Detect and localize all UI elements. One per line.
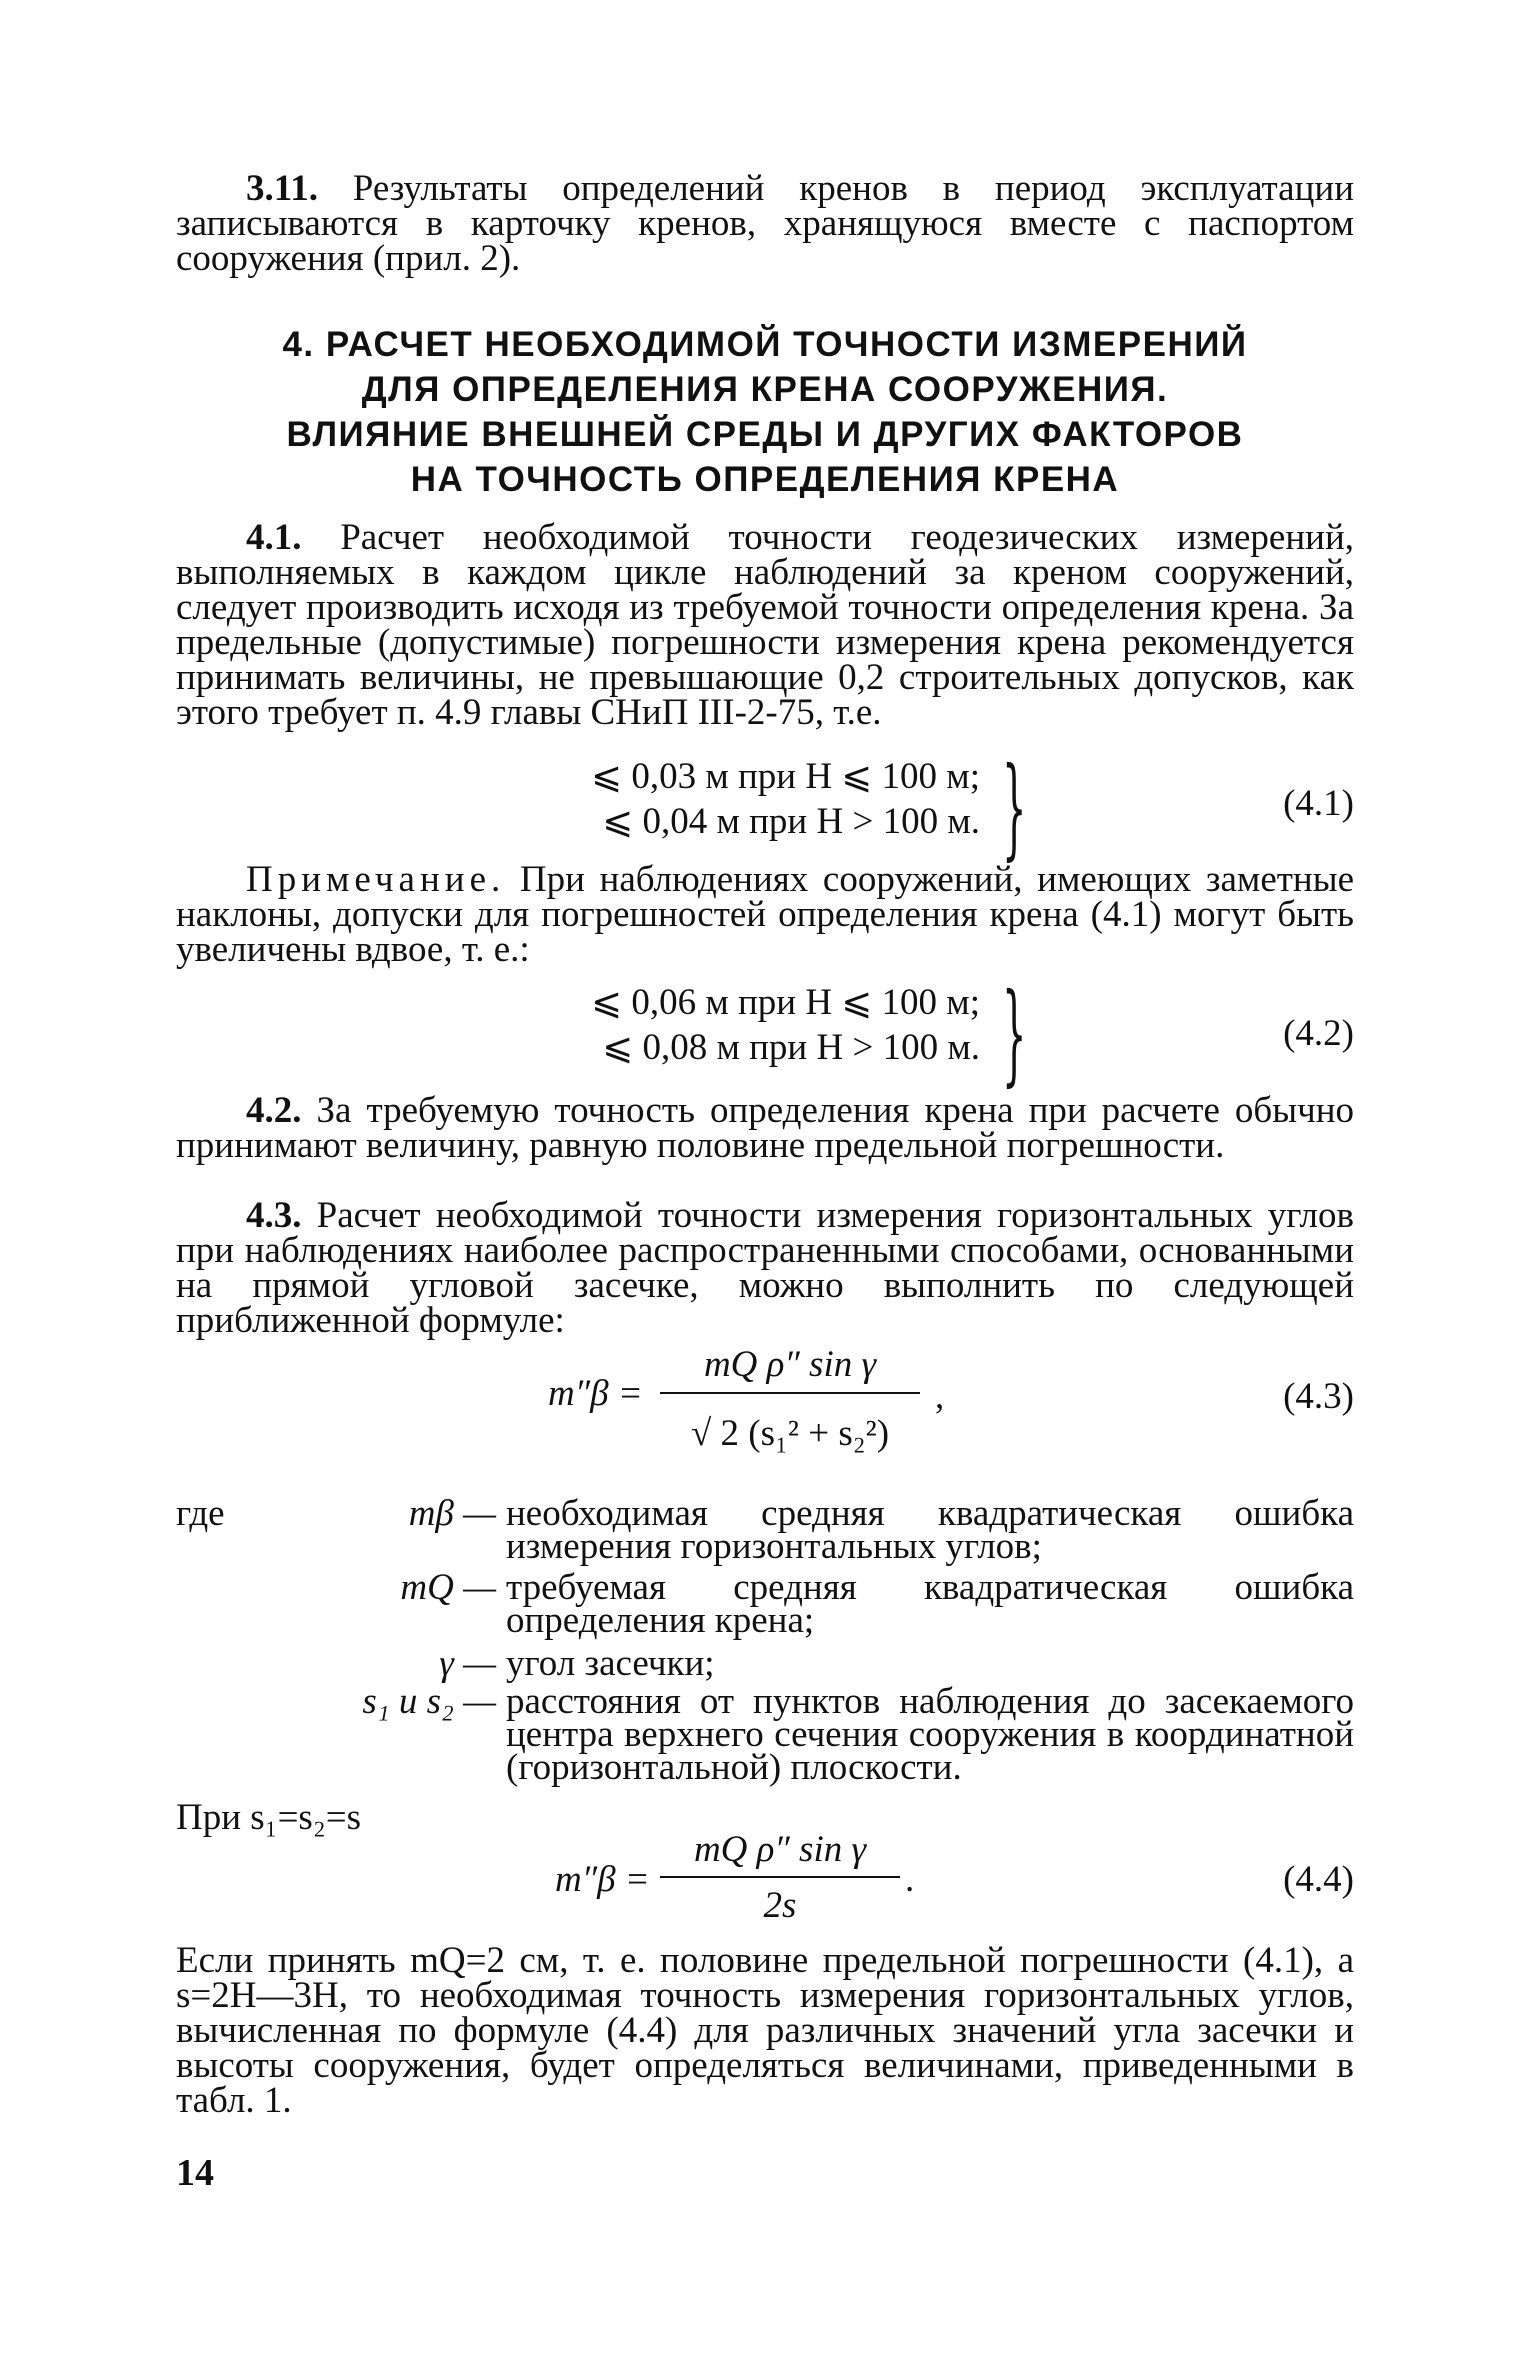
formula-4-1 [520, 754, 980, 844]
definition-text: расстояния от пунктов наблюдения до засекаемого центра верхнего сечения сооружения в координатной (горизонтальной) плоскости. [506, 1681, 1354, 1788]
paragraph-number: 3.11. [246, 168, 318, 209]
note-label: Примечание. [246, 859, 506, 900]
paragraph-3-11 [176, 168, 1354, 279]
formula-4-4-lhs: m″β = [555, 1859, 650, 1900]
definition-text: угол засечки; [506, 1643, 715, 1684]
equation-number: (4.4) [1283, 1859, 1354, 1900]
formula-dot: . [905, 1859, 915, 1900]
heading-line: НА ТОЧНОСТЬ ОПРЕДЕЛЕНИЯ КРЕНА [410, 460, 1120, 499]
definition-symbol: s₁ и s₂ — [362, 1681, 496, 1722]
equation-number: (4.3) [1283, 1376, 1354, 1417]
paragraph-text: Расчет необходимой точности геодезических измерений, выполняемых в каждом цикле наблюдений за креном сооружений, следует производить исходя из требуемой точности определения крена. За предельные (допустимые) погрешности измерения крена рекомендуется принимать величины, не превышающие 0,2 строительных допусков, как этого требует п. 4.9 главы СНиП III-2-75, т.е. [176, 517, 1354, 733]
right-brace: } [1002, 969, 1027, 1097]
heading-line: ВЛИЯНИЕ ВНЕШНЕЙ СРЕДЫ И ДРУГИХ ФАКТОРОВ [286, 415, 1244, 454]
paragraph-number: 4.2. [246, 1090, 302, 1131]
paragraph-number: 4.1. [246, 517, 302, 558]
section-heading [176, 322, 1354, 502]
definition-symbol: mβ — [408, 1493, 496, 1534]
formula-4-4-numerator: mQ ρ″ sin γ [693, 1829, 867, 1870]
equation-number: (4.1) [1283, 783, 1354, 824]
formula-line: ⩽ 0,03 м при H ⩽ 100 м; [591, 756, 980, 797]
where-label: где [176, 1493, 225, 1534]
paragraph-text: За требуемую точность определения крена при расчете обычно принимают величину, равную половине предельной погрешности. [176, 1090, 1354, 1166]
equation-number: (4.2) [1283, 1013, 1354, 1054]
condition-line: При s₁=s₂=s [176, 1797, 361, 1838]
heading-line: ДЛЯ ОПРЕДЕЛЕНИЯ КРЕНА СООРУЖЕНИЯ. [361, 370, 1169, 409]
paragraph-text: Расчет необходимой точности измерения горизонтальных углов при наблюдениях наиболее распространенными способами, основанными на прямой угловой засечке, можно выполнить по следующей приближенной формуле: [176, 1195, 1354, 1341]
paragraph-4-3 [176, 1195, 1354, 1341]
formula-line: ⩽ 0,08 м при H > 100 м. [602, 1027, 980, 1068]
paragraph-4-1 [176, 517, 1354, 733]
definition-text: необходимая средняя квадратическая ошибка измерения горизонтальных углов; [506, 1493, 1354, 1567]
formula-4-4-denominator: 2s [763, 1885, 797, 1926]
note-paragraph [176, 859, 1354, 970]
paragraph-text: Результаты определений кренов в период эксплуатации записываются в карточку кренов, хранящуюся вместе с паспортом сооружения (прил. 2). [176, 168, 1354, 279]
formula-4-3-lhs: m″β = [548, 1373, 643, 1414]
right-brace: } [1002, 743, 1027, 871]
paragraph-number: 4.3. [246, 1195, 302, 1236]
formula-4-3-numerator: mQ ρ″ sin γ [703, 1344, 877, 1385]
formula-4-2 [520, 980, 980, 1070]
formula-comma: , [935, 1376, 945, 1417]
definition-symbol: γ — [439, 1643, 496, 1684]
note-text: При наблюдениях сооружений, имеющих заметные наклоны, допуски для погрешностей определения крена (4.1) могут быть увеличены вдвое, т. е.: [176, 859, 1354, 970]
fraction-bar [660, 1876, 900, 1878]
heading-line: 4. РАСЧЕТ НЕОБХОДИМОЙ ТОЧНОСТИ ИЗМЕРЕНИЙ [282, 325, 1248, 364]
formula-line: ⩽ 0,06 м при H ⩽ 100 м; [591, 982, 980, 1023]
formula-line: ⩽ 0,04 м при H > 100 м. [602, 801, 980, 842]
page-number: 14 [176, 2152, 214, 2194]
formula-4-3-denominator: √ 2 (s₁² + s₂²) [690, 1413, 890, 1454]
definition-symbol: mQ — [400, 1567, 496, 1608]
fraction-bar [660, 1392, 920, 1394]
definition-text: требуемая средняя квадратическая ошибка определения крена; [506, 1567, 1354, 1641]
paragraph-4-2 [176, 1090, 1354, 1166]
final-paragraph: Если принять mQ=2 см, т. е. половине предельной погрешности (4.1), а s=2H—3H, то необходимая точность измерения горизонтальных углов, вычисленная по формуле (4.4) для различных значений угла засечки и высоты сооружения, будет определяться величинами, приведенными в табл. 1. [176, 1940, 1354, 2121]
